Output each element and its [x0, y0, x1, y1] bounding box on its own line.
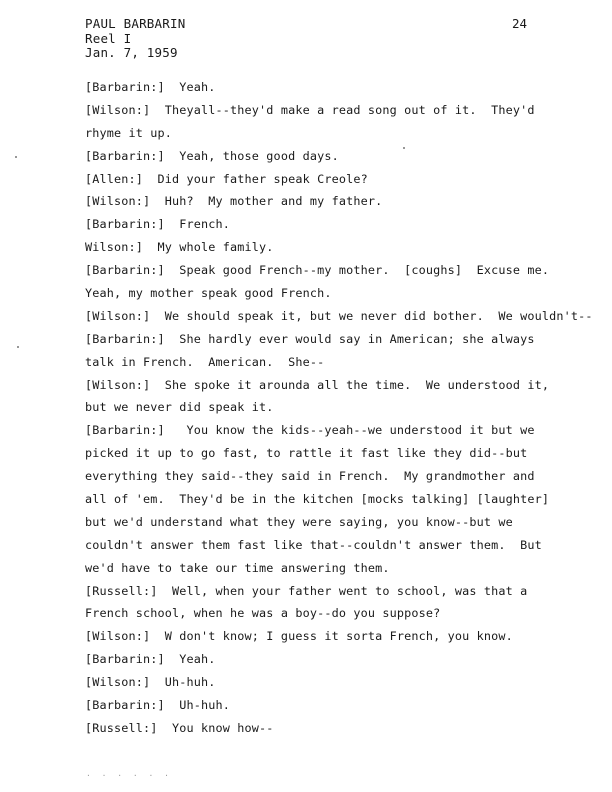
transcript-line: [Wilson:] W don't know; I guess it sorta French, you know.: [85, 629, 513, 644]
transcript-line: [Wilson:] We should speak it, but we never did bother. We wouldn't--: [85, 308, 593, 323]
transcript-line: [Barbarin:] She hardly ever would say in American; she always: [85, 331, 535, 346]
transcript-line: [Wilson:] Theyall--they'd make a read song out of it. They'd: [85, 102, 535, 117]
transcript-line: but we never did speak it.: [85, 400, 274, 415]
transcript-line: [Wilson:] Huh? My mother and my father.: [85, 194, 383, 209]
transcript-line: [Wilson:] She spoke it arounda all the time. We understood it,: [85, 377, 550, 392]
transcript-line: [Russell:] You know how--: [85, 720, 274, 735]
transcript-line: Wilson:] My whole family.: [85, 240, 274, 255]
transcript-line: but we'd understand what they were saying, you know--but we: [85, 514, 513, 529]
transcript-line: [Barbarin:] French.: [85, 217, 231, 232]
interview-date: Jan. 7, 1959: [85, 45, 178, 60]
transcript-line: [Barbarin:] You know the kids--yeah--we understood it but we: [85, 423, 535, 438]
page-number: 24: [512, 16, 528, 31]
document-header: [85, 17, 185, 61]
scan-speck: [403, 147, 405, 149]
scan-speck: [15, 156, 17, 158]
transcript-line: Yeah, my mother speak good French.: [85, 286, 332, 301]
transcript-line: [Barbarin:] Yeah.: [85, 652, 216, 667]
transcript-line: [Wilson:] Uh-huh.: [85, 675, 216, 690]
transcript-line: [Barbarin:] Yeah, those good days.: [85, 148, 339, 163]
transcript-line: rhyme it up.: [85, 125, 173, 140]
transcript-line: everything they said--they said in French. My grandmother and: [85, 469, 535, 484]
transcript-line: talk in French. American. She--: [85, 354, 325, 369]
transcript-line: [Barbarin:] Uh-huh.: [85, 698, 231, 713]
transcript-line: couldn't answer them fast like that--couldn't answer them. But: [85, 537, 542, 552]
interviewee-name: PAUL BARBARIN: [85, 16, 186, 31]
faded-footer-mark: · · · · · ·: [86, 771, 172, 780]
transcript-line: French school, when he was a boy--do you suppose?: [85, 606, 441, 621]
scan-speck: [17, 346, 19, 348]
transcript-line: [Barbarin:] Speak good French--my mother. [coughs] Excuse me.: [85, 263, 550, 278]
reel-label: Reel I: [85, 30, 132, 46]
transcript-line: we'd have to take our time answering them.: [85, 560, 390, 575]
transcript-line: all of 'em. They'd be in the kitchen [mocks talking] [laughter]: [85, 492, 550, 507]
transcript-line: picked it up to go fast, to rattle it fast like they did--but: [85, 446, 528, 461]
transcript-body: [85, 79, 605, 743]
transcript-line: [Russell:] Well, when your father went to school, was that a: [85, 583, 528, 598]
transcript-line: [Allen:] Did your father speak Creole?: [85, 171, 368, 186]
transcript-line: [Barbarin:] Yeah.: [85, 80, 216, 94]
